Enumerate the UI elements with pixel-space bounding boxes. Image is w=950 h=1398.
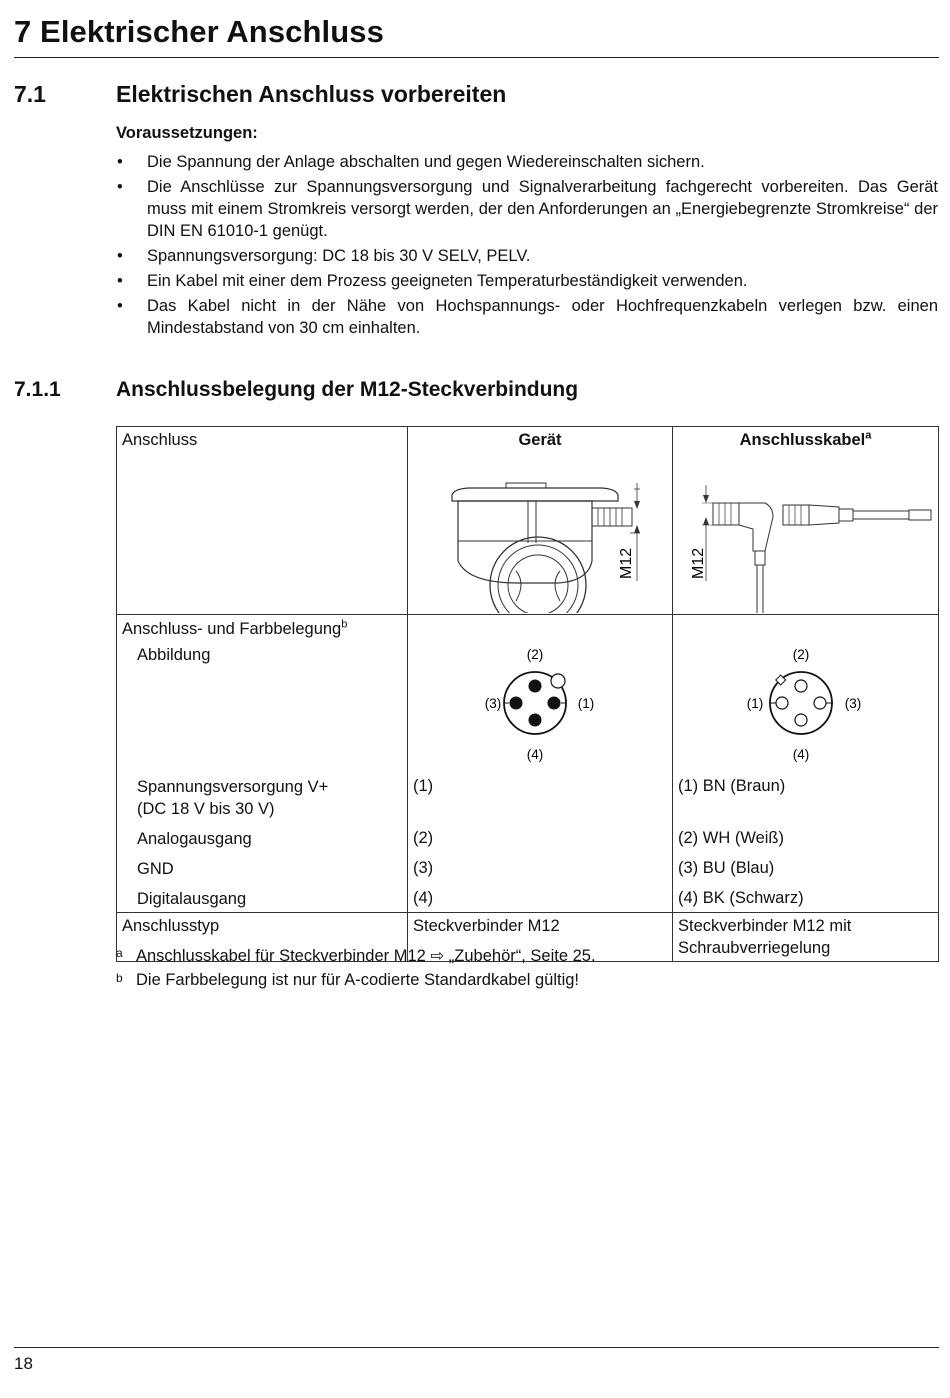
footnote-ref-b: b — [341, 618, 348, 631]
pin-label-4: (4) — [792, 747, 810, 762]
prerequisites-label: Voraussetzungen: — [116, 124, 258, 142]
section-title: Elektrischen Anschluss vorbereiten — [116, 81, 507, 107]
pin-1 — [548, 697, 561, 710]
m12-label-device: M12 — [618, 547, 635, 579]
section-number: 7.1 — [14, 81, 46, 107]
list-item: • Ein Kabel mit einer dem Prozess geeigneten Temperaturbeständigkeit verwenden. — [116, 270, 938, 292]
device-pin-gnd: (3) — [413, 859, 434, 877]
list-item: • Das Kabel nicht in der Nähe von Hochspannungs- oder Hochfrequenzkabeln verlegen bzw. einen Mindestabstand von 30 cm einhalten. — [116, 295, 938, 339]
pin-label-4: (4) — [526, 747, 544, 762]
figure-label: Abbildung — [137, 646, 211, 664]
pin-label-1: (1) — [746, 696, 764, 711]
pin-label-3: (3) — [844, 696, 862, 711]
device-drawing — [408, 453, 672, 613]
device-pin-digital: (4) — [413, 889, 434, 907]
list-item: • Spannungsversorgung: DC 18 bis 30 V SELV, PELV. — [116, 245, 938, 267]
connection-type-cable: Steckverbinder M12 mit Schraubverriegelung — [678, 917, 852, 957]
cable-color-digital: (4) BK (Schwarz) — [678, 889, 804, 907]
plug-key — [551, 674, 565, 688]
footer-rule — [14, 1347, 939, 1348]
assignment-label: Anschluss- und Farbbelegung$^b$ — [122, 618, 348, 638]
cable-pinout-diagram — [673, 615, 938, 773]
row-label-supply: Spannungsversorgung V+ (DC 18 V bis 30 V) — [137, 778, 329, 818]
prerequisites-list — [116, 151, 938, 342]
socket-4 — [795, 714, 807, 726]
pin-2 — [529, 680, 542, 693]
connection-table — [116, 426, 939, 962]
list-item: • Die Spannung der Anlage abschalten und gegen Wiedereinschalten sichern. — [116, 151, 938, 173]
pin-label-3: (3) — [484, 696, 502, 711]
header-anschluss: Anschluss — [122, 431, 198, 449]
socket-3 — [814, 697, 826, 709]
pin-label-2: (2) — [526, 647, 544, 662]
chapter-title: 7 Elektrischer Anschluss — [14, 14, 384, 49]
connection-type-device: Steckverbinder M12 — [413, 917, 560, 935]
row-label-gnd: GND — [137, 860, 174, 878]
footnote-a: a Anschlusskabel für Steckverbinder M12 ⇨ „Zubehör“, Seite 25. — [116, 946, 596, 965]
cable-color-analog: (2) WH (Weiß) — [678, 829, 785, 847]
pin-4 — [529, 714, 542, 727]
device-pin-analog: (2) — [413, 829, 434, 847]
cable-color-gnd: (3) BU (Blau) — [678, 859, 775, 877]
pin-label-1: (1) — [577, 696, 595, 711]
assignment-row — [117, 615, 939, 913]
socket-2 — [795, 680, 807, 692]
table-header-row — [117, 427, 939, 615]
device-pin-supply: (1) — [413, 777, 434, 795]
row-label-analog: Analogausgang — [137, 830, 252, 848]
footnote-b: b Die Farbbelegung ist nur für A-codierte Standardkabel gültig! — [116, 971, 580, 989]
pin-3 — [510, 697, 523, 710]
cable-color-supply: (1) BN (Braun) — [678, 777, 786, 795]
footnote-ref-a: a — [865, 429, 872, 442]
socket-1 — [776, 697, 788, 709]
connection-type-label: Anschlusstyp — [122, 917, 220, 935]
device-pinout-diagram — [408, 615, 672, 773]
chapter-rule — [14, 57, 939, 58]
cable-drawing — [673, 453, 938, 613]
row-label-digital: Digitalausgang — [137, 890, 247, 908]
m12-label-cable: M12 — [690, 547, 707, 579]
pin-label-2: (2) — [792, 647, 810, 662]
list-item: • Die Anschlüsse zur Spannungsversorgung und Signalverarbeitung fachgerecht vorbereiten. Das Gerät muss mit einem Stromkreis versorgt werden, der den Anforderungen an „Energiebegrenzte Stromkreise“ der DIN EN 61010-1 genügt. — [116, 176, 938, 242]
page-number: 18 — [14, 1354, 33, 1373]
header-geraet: Gerät — [518, 431, 562, 449]
subsection-number: 7.1.1 — [14, 378, 61, 401]
header-anschlusskabel: Anschlusskabel$^a$ — [739, 429, 872, 449]
subsection-title: Anschlussbelegung der M12-Steckverbindung — [116, 378, 579, 401]
